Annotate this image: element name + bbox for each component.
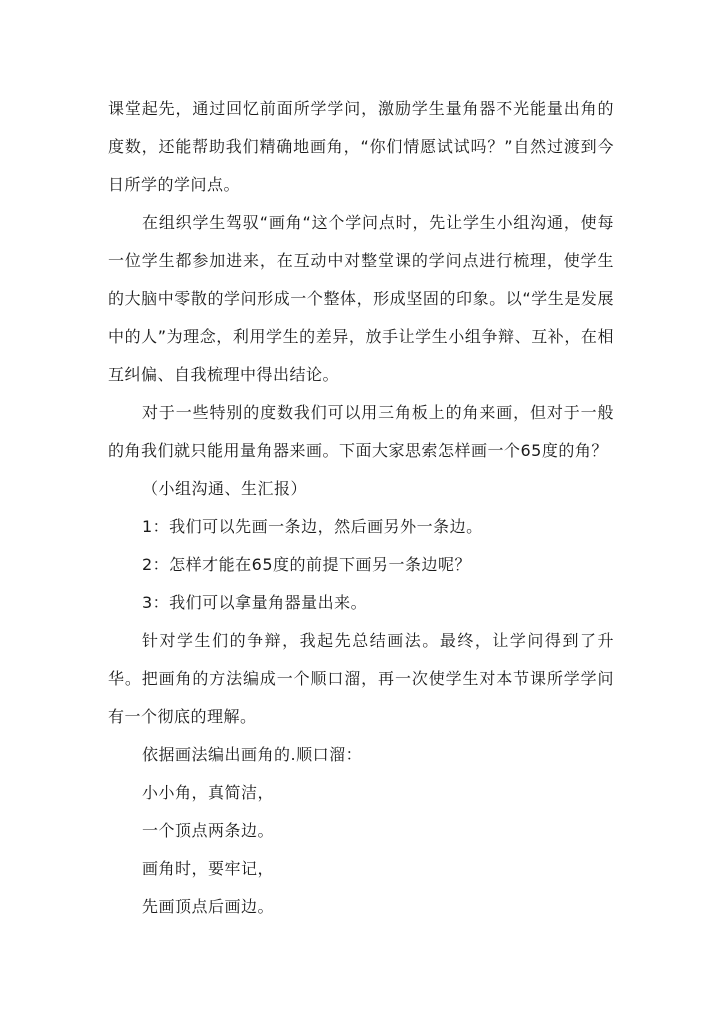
rhyme-line-1: 小小角，真简洁， <box>142 783 275 802</box>
paragraph-step-1: 1：我们可以先画一条边，然后画另外一条边。 <box>142 517 483 536</box>
rhyme-line-2: 一个顶点两条边。 <box>142 821 275 840</box>
paragraph-rhyme-intro: 依据画法编出画角的.顺口溜： <box>142 745 363 764</box>
paragraph-intro-continued: 课堂起先，通过回忆前面所学学问，激励学生量角器不光能量出角的度数，还能帮助我们精确地画角，“你们情愿试试吗？”自然过渡到今日所学的学问点。 <box>108 99 614 194</box>
rhyme-line-4: 先画顶点后画边。 <box>142 897 275 916</box>
paragraph-step-3: 3：我们可以拿量角器量出来。 <box>142 593 368 612</box>
document-page <box>108 90 614 926</box>
paragraph-summary: 针对学生们的争辩，我起先总结画法。最终，让学问得到了升华。把画角的方法编成一个顺口溜，再一次使学生对本节课所学学问有一个彻底的理解。 <box>108 631 614 726</box>
rhyme-line-3: 画角时，要牢记， <box>142 859 275 878</box>
paragraph-step-2: 2：怎样才能在65度的前提下画另一条边呢？ <box>142 555 472 574</box>
paragraph-group-discussion: 在组织学生驾驭“画角“这个学问点时，先让学生小组沟通，使每一位学生都参加进来，在互动中对整堂课的学问点进行梳理，使学生的大脑中零散的学问形成一个整体，形成坚固的印象。以“学生是发展中的人”为理念，利用学生的差异，放手让学生小组争辩、互补，在相互纠偏、自我梳理中得出结论。 <box>108 213 614 384</box>
paragraph-drawing-65-degrees: 对于一些特别的度数我们可以用三角板上的角来画，但对于一般的角我们就只能用量角器来画。下面大家思索怎样画一个65度的角？ <box>108 403 614 460</box>
paragraph-group-report: （小组沟通、生汇报） <box>142 479 308 498</box>
